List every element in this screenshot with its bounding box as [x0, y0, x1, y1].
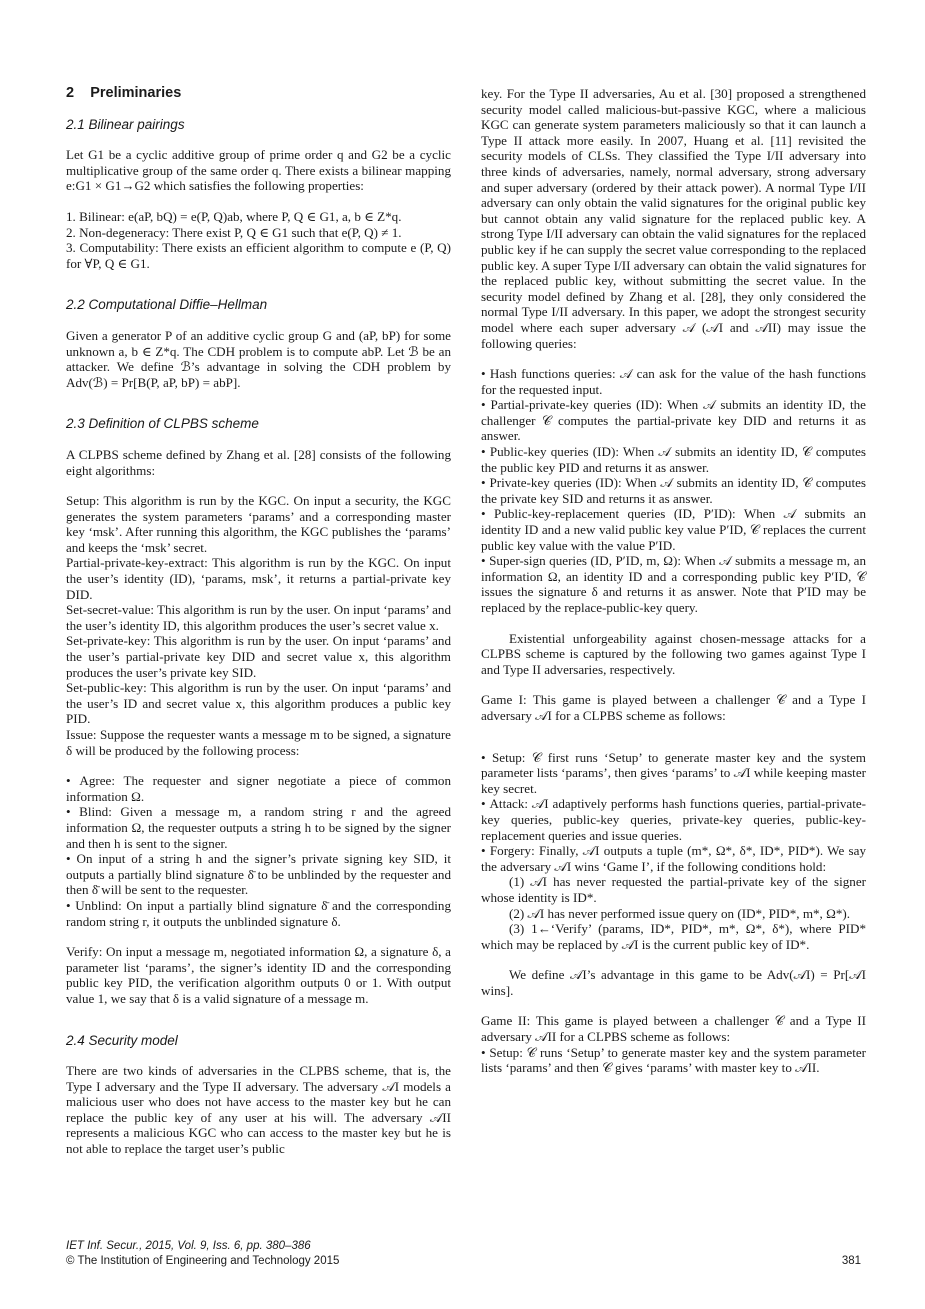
game-1-condition-1: (1) 𝒜I has never requested the partial-private key of the signer whose identity is ID*.	[481, 874, 866, 905]
game-2-intro: Game II: This game is played between a challenger 𝒞 and a Type II adversary 𝒜II for a CLPBS scheme as follows:	[481, 1013, 866, 1045]
journal-citation: IET Inf. Secur., 2015, Vol. 9, Iss. 6, pp. 380–386	[66, 1240, 311, 1252]
page-footer	[66, 1239, 861, 1269]
query-partial-private-key: • Partial-private-key queries (ID): When 𝒜 submits an identity ID, the challenger 𝒞 computes the partial-private key DID and returns it as answer.	[481, 397, 866, 444]
section-title: Preliminaries	[90, 85, 182, 101]
bilinear-intro: Let G1 be a cyclic additive group of prime order q and G2 be a cyclic multiplicative group of the same order q. There exists a bilinear mapping e:G1 × G1→G2 which satisfies the following properties:	[66, 147, 451, 194]
game-1-setup: • Setup: 𝒞 first runs ‘Setup’ to generate master key and the system parameter lists ‘params’, then gives ‘params’ to 𝒜I while keeping master key secret.	[481, 750, 866, 797]
algo-set-secret-value: Set-secret-value: This algorithm is run by the user. On input ‘params’ and the user’s identity ID, this algorithm produces the user’s secret value x.	[66, 602, 451, 633]
algo-issue: Issue: Suppose the requester wants a message m to be signed, a signature δ will be produced by the following process:	[66, 727, 451, 758]
query-public-key: • Public-key queries (ID): When 𝒜 submits an identity ID, 𝒞 computes the public key PID and returns it as answer.	[481, 444, 866, 475]
algo-setup: Setup: This algorithm is run by the KGC. On input a security, the KGC generates the system parameters ‘params’ and a corresponding master key ‘msk’. After running this algorithm, the KGC publishes the ‘params’ and keeps the ‘msk’ secret.	[66, 493, 451, 555]
query-private-key: • Private-key queries (ID): When 𝒜 submits an identity ID, 𝒞 computes the private key SID and returns it as answer.	[481, 475, 866, 506]
query-super-sign: • Super-sign queries (ID, P′ID, m, Ω): When 𝒜 submits a message m, an information Ω, an identity ID and a corresponding public key P′ID, 𝒞 issues the signature δ and returns it as answer. Note that P′ID may be replaced by the replace-public-key query.	[481, 553, 866, 615]
bilinear-property-3: 3. Computability: There exists an efficient algorithm to compute e (P, Q) for ∀P, Q ∈ G1.	[66, 240, 451, 271]
advantage-definition: We define 𝒜I’s advantage in this game to be Adv(𝒜I) = Pr[𝒜I wins].	[481, 967, 866, 998]
game-1-condition-3: (3) 1←‘Verify’ (params, ID*, PID*, m*, Ω*, δ*), where PID* which may be replaced by 𝒜I is the current public key of ID*.	[481, 921, 866, 952]
subsection-2-1-heading: 2.1 Bilinear pairings	[66, 116, 185, 132]
section-number: 2	[66, 85, 75, 101]
bilinear-property-2: 2. Non-degeneracy: There exist P, Q ∈ G1 such that e(P, Q) ≠ 1.	[66, 224, 402, 240]
algo-partial-private-key-extract: Partial-private-key-extract: This algorithm is run by the KGC. On input the user’s identity (ID), ‘params, msk’, it returns a partial-private key DID.	[66, 555, 451, 602]
issue-bullet-unblind: • Unblind: On input a partially blind signature δ̄ and the corresponding random string r, it outputs the unblinded signature δ.	[66, 898, 451, 929]
issue-bullet-blind: • Blind: Given a message m, a random string r and the agreed information Ω, the requester outputs a string h to be signed by the signer and then h is sent to the signer.	[66, 804, 451, 851]
bilinear-property-1: 1. Bilinear: e(aP, bQ) = e(P, Q)ab, where P, Q ∈ G1, a, b ∈ Z*q.	[66, 208, 402, 224]
security-model-paragraph: There are two kinds of adversaries in the CLPBS scheme, that is, the Type I adversary and the Type II adversary. The adversary 𝒜I models a malicious user who does not have access to the master key but he can replace the public key of any user at his will. The adversary 𝒜II represents a malicious KGC who can access to the master key but he is not able to replace the target user’s public	[66, 1063, 451, 1157]
game-1-intro: Game I: This game is played between a challenger 𝒞 and a Type I adversary 𝒜I for a CLPBS scheme as follows:	[481, 692, 866, 723]
section-heading	[66, 86, 451, 102]
subsection-2-4-heading: 2.4 Security model	[66, 1032, 178, 1048]
cdh-paragraph: Given a generator P of an additive cyclic group G and (aP, bP) for some unknown a, b ∈ Z*q. The CDH problem is to compute abP. Let ℬ be an attacker. We define ℬ’s advantage in solving the CDH problem by Adv(ℬ) = Pr[B(P, aP, bP) = abP].	[66, 327, 451, 390]
copyright: © The Institution of Engineering and Technology 2015	[66, 1255, 340, 1267]
issue-bullet-agree: • Agree: The requester and signer negotiate a piece of common information Ω.	[66, 773, 451, 804]
game-1-condition-2: (2) 𝒜I has never performed issue query on (ID*, PID*, m*, Ω*).	[509, 905, 851, 921]
algo-set-private-key: Set-private-key: This algorithm is run by the user. On input ‘params’ and the user’s partial-private key DID and secret value x, this algorithm produces the user’s private key SID.	[66, 633, 451, 680]
issue-bullet-sign: • On input of a string h and the signer’s private signing key SID, it outputs a partially blind signature δ̄ to be unblinded by the requester and then δ̄ will be sent to the requester.	[66, 851, 451, 898]
clpbs-intro: A CLPBS scheme defined by Zhang et al. [28] consists of the following eight algorithms:	[66, 446, 451, 478]
game-1-attack: • Attack: 𝒜I adaptively performs hash functions queries, partial-private-key queries, public-key queries, private-key queries, public-key-replacement queries and issue queries.	[481, 796, 866, 843]
query-hash-functions: • Hash functions queries: 𝒜 can ask for the value of the hash functions for the requested input.	[481, 366, 866, 397]
game-1-forgery: • Forgery: Finally, 𝒜I outputs a tuple (m*, Ω*, δ*, ID*, PID*). We say the adversary 𝒜I wins ‘Game I’, if the following conditions hold:	[481, 843, 866, 874]
query-public-key-replacement: • Public-key-replacement queries (ID, P′ID): When 𝒜 submits an identity ID and a new valid public key value P′ID, 𝒞 replaces the current public key value with the value P′ID.	[481, 506, 866, 553]
subsection-2-2-heading: 2.2 Computational Diffie–Hellman	[66, 297, 268, 313]
page-number: 381	[841, 1255, 861, 1267]
game-2-setup: • Setup: 𝒞 runs ‘Setup’ to generate master key and the system parameter lists ‘params’ and then 𝒞 gives ‘params’ with master key to 𝒜II.	[481, 1045, 866, 1076]
left-column	[66, 86, 451, 1157]
right-column	[481, 86, 866, 1076]
unforgeability-paragraph: Existential unforgeability against chosen-message attacks for a CLPBS scheme is captured by the following two games against Type I and Type II adversaries, respectively.	[481, 630, 866, 677]
algo-set-public-key: Set-public-key: This algorithm is run by the user. On input ‘params’ and the user’s ID and secret value x, this algorithm produces a public key PID.	[66, 680, 451, 727]
subsection-2-3-heading: 2.3 Definition of CLPBS scheme	[66, 416, 259, 432]
security-model-continued: key. For the Type II adversaries, Au et al. [30] proposed a strengthened security model called malicious-but-passive KGC, where a malicious KGC can generate system parameters maliciously so that it can launch a Type II attack more easily. In 2007, Huang et al. [11] revisited the security models of CLSs. They classified the Type I/II adversary into three kinds of adversaries, namely, normal adversary, strong adversary and super adversary (ordered by their attack power). A normal Type I/II adversary can only obtain the valid signatures for the original public key but cannot obtain any valid signature for the replaced public key. A strong Type I/II adversary can obtain the valid signatures for the replaced public key if he can supply the secret value corresponding to the replaced public key. A super Type I/II adversary can obtain the valid signatures for the replaced public key, without submitting the secret value. In the security model defined by Zhang et al. [28], they only considered the normal Type I/II adversary. In this paper, we adopt the strongest security model where each super adversary 𝒜 (𝒜I and 𝒜II) may issue the following queries:	[481, 86, 866, 351]
algo-verify: Verify: On input a message m, negotiated information Ω, a signature δ, a parameter list ‘params’, the signer’s identity ID and the corresponding public key PID, the verification algorithm outputs 0 or 1. With output value 1, we say that δ is a valid signature of a message m.	[66, 944, 451, 1006]
